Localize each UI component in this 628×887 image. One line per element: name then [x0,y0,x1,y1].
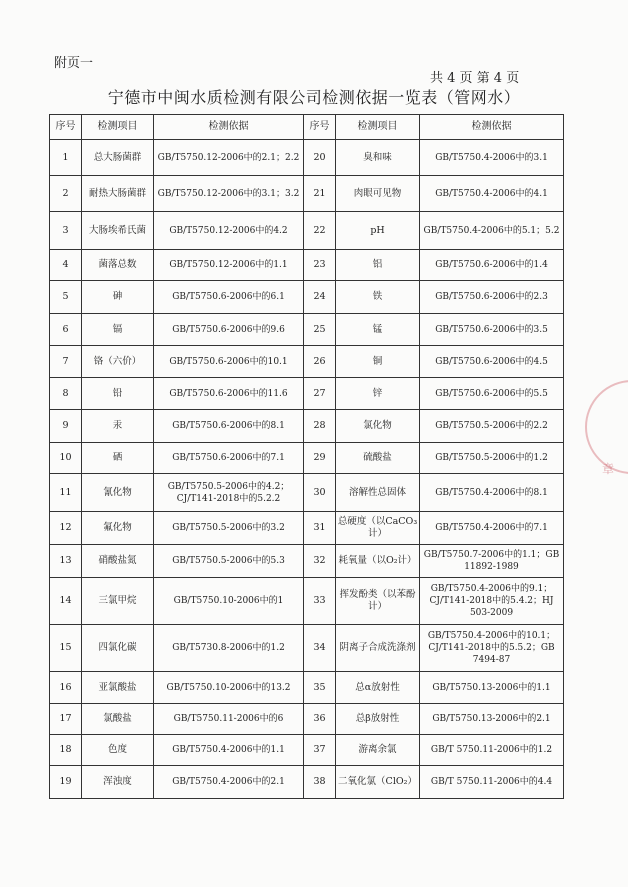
cell-basis: GB/T5750.5-2006中的1.2 [420,443,564,474]
cell-basis: GB/T5750.5-2006中的4.2；CJ/T141-2018中的5.2.2 [154,474,304,512]
cell-item: 氯化物 [336,410,420,443]
basis-table [49,114,564,799]
cell-basis: GB/T5750.6-2006中的9.6 [154,314,304,346]
cell-no: 20 [304,140,336,176]
cell-basis: GB/T5750.4-2006中的3.1 [420,140,564,176]
cell-basis: GB/T5750.6-2006中的5.5 [420,378,564,410]
table-row [50,410,564,443]
cell-basis: GB/T5730.8-2006中的1.2 [154,625,304,672]
cell-no: 21 [304,176,336,212]
table-body [50,140,564,799]
cell-no: 11 [50,474,82,512]
cell-basis: GB/T5750.6-2006中的6.1 [154,281,304,314]
table-row [50,212,564,250]
cell-no: 2 [50,176,82,212]
cell-item: 硒 [82,443,154,474]
table-row [50,443,564,474]
cell-basis: GB/T5750.6-2006中的11.6 [154,378,304,410]
cell-basis: GB/T5750.5-2006中的5.3 [154,545,304,578]
document-title: 宁德市中闽水质检测有限公司检测依据一览表（管网水） [107,88,521,107]
cell-no: 26 [304,346,336,378]
table-row [50,735,564,766]
cell-item: 肉眼可见物 [336,176,420,212]
cell-item: 铬（六价） [82,346,154,378]
cell-no: 9 [50,410,82,443]
cell-basis: GB/T5750.12-2006中的4.2 [154,212,304,250]
cell-item: 总硬度（以CaCO₃计） [336,512,420,545]
cell-basis: GB/T5750.6-2006中的4.5 [420,346,564,378]
cell-no: 18 [50,735,82,766]
table-row [50,766,564,799]
cell-no: 4 [50,250,82,281]
cell-item: 铜 [336,346,420,378]
cell-basis: GB/T5750.12-2006中的1.1 [154,250,304,281]
cell-item: 色度 [82,735,154,766]
cell-basis: GB/T5750.4-2006中的7.1 [420,512,564,545]
cell-item: 耗氧量（以O₂计） [336,545,420,578]
cell-no: 1 [50,140,82,176]
cell-no: 16 [50,672,82,704]
seal-character: 章 [602,462,615,476]
cell-basis: GB/T5750.6-2006中的3.5 [420,314,564,346]
table-row [50,672,564,704]
cell-basis: GB/T5750.4-2006中的10.1；CJ/T141-2018中的5.5.2；GB 7494-87 [420,625,564,672]
cell-item: 亚氯酸盐 [82,672,154,704]
cell-item: 总大肠菌群 [82,140,154,176]
cell-no: 28 [304,410,336,443]
appendix-label: 附页一 [54,56,94,71]
cell-basis: GB/T5750.13-2006中的2.1 [420,704,564,735]
cell-item: 浑浊度 [82,766,154,799]
table-row [50,250,564,281]
table-row [50,625,564,672]
cell-basis: GB/T5750.6-2006中的7.1 [154,443,304,474]
cell-no: 12 [50,512,82,545]
page-number: 共 4 页 第 4 页 [430,71,520,86]
cell-no: 32 [304,545,336,578]
cell-no: 33 [304,578,336,625]
cell-basis: GB/T5750.5-2006中的3.2 [154,512,304,545]
cell-item: 氯酸盐 [82,704,154,735]
table-row [50,346,564,378]
cell-item: 汞 [82,410,154,443]
header-item-2: 检测项目 [336,115,420,140]
cell-item: 阴离子合成洗涤剂 [336,625,420,672]
table-row [50,281,564,314]
cell-basis: GB/T5750.5-2006中的2.2 [420,410,564,443]
cell-basis: GB/T 5750.11-2006中的1.2 [420,735,564,766]
cell-basis: GB/T5750.4-2006中的4.1 [420,176,564,212]
cell-no: 3 [50,212,82,250]
header-item-1: 检测项目 [82,115,154,140]
cell-no: 27 [304,378,336,410]
cell-basis: GB/T5750.4-2006中的1.1 [154,735,304,766]
header-basis-2: 检测依据 [420,115,564,140]
cell-basis: GB/T5750.4-2006中的8.1 [420,474,564,512]
table-row [50,512,564,545]
cell-item: 四氯化碳 [82,625,154,672]
cell-item: 二氧化氯（ClO₂） [336,766,420,799]
cell-basis: GB/T5750.6-2006中的10.1 [154,346,304,378]
table-row [50,314,564,346]
cell-item: 总β放射性 [336,704,420,735]
header-no-1: 序号 [50,115,82,140]
cell-no: 29 [304,443,336,474]
cell-basis: GB/T5750.4-2006中的5.1；5.2 [420,212,564,250]
cell-item: 臭和味 [336,140,420,176]
cell-basis: GB/T5750.4-2006中的9.1；CJ/T141-2018中的5.4.2；HJ 503-2009 [420,578,564,625]
cell-no: 37 [304,735,336,766]
cell-no: 30 [304,474,336,512]
cell-item: 耐热大肠菌群 [82,176,154,212]
table-row [50,545,564,578]
cell-no: 35 [304,672,336,704]
cell-item: pH [336,212,420,250]
header-no-2: 序号 [304,115,336,140]
cell-no: 14 [50,578,82,625]
table-header-row [50,115,564,140]
cell-no: 25 [304,314,336,346]
cell-basis: GB/T5750.6-2006中的2.3 [420,281,564,314]
cell-item: 氟化物 [82,512,154,545]
cell-item: 菌落总数 [82,250,154,281]
cell-no: 13 [50,545,82,578]
table-row [50,140,564,176]
cell-item: 铁 [336,281,420,314]
cell-no: 19 [50,766,82,799]
cell-no: 8 [50,378,82,410]
cell-basis: GB/T5750.4-2006中的2.1 [154,766,304,799]
cell-no: 5 [50,281,82,314]
table-row [50,378,564,410]
cell-item: 挥发酚类（以苯酚计） [336,578,420,625]
cell-no: 23 [304,250,336,281]
cell-item: 锌 [336,378,420,410]
cell-item: 锰 [336,314,420,346]
cell-basis: GB/T 5750.11-2006中的4.4 [420,766,564,799]
cell-no: 22 [304,212,336,250]
table-row [50,578,564,625]
cell-no: 34 [304,625,336,672]
cell-no: 10 [50,443,82,474]
cell-no: 38 [304,766,336,799]
table-row [50,474,564,512]
cell-basis: GB/T5750.6-2006中的8.1 [154,410,304,443]
cell-no: 6 [50,314,82,346]
cell-item: 氰化物 [82,474,154,512]
cell-item: 三氯甲烷 [82,578,154,625]
cell-item: 砷 [82,281,154,314]
cell-no: 31 [304,512,336,545]
cell-item: 铝 [336,250,420,281]
cell-item: 游离余氯 [336,735,420,766]
header-basis-1: 检测依据 [154,115,304,140]
table-row [50,176,564,212]
cell-basis: GB/T5750.6-2006中的1.4 [420,250,564,281]
cell-no: 7 [50,346,82,378]
cell-basis: GB/T5750.7-2006中的1.1；GB 11892-1989 [420,545,564,578]
table-row [50,704,564,735]
cell-no: 24 [304,281,336,314]
cell-no: 36 [304,704,336,735]
cell-no: 15 [50,625,82,672]
cell-basis: GB/T5750.10-2006中的13.2 [154,672,304,704]
cell-basis: GB/T5750.12-2006中的2.1；2.2 [154,140,304,176]
cell-item: 溶解性总固体 [336,474,420,512]
cell-basis: GB/T5750.12-2006中的3.1；3.2 [154,176,304,212]
cell-item: 镉 [82,314,154,346]
cell-basis: GB/T5750.13-2006中的1.1 [420,672,564,704]
cell-item: 硫酸盐 [336,443,420,474]
cell-basis: GB/T5750.10-2006中的1 [154,578,304,625]
cell-basis: GB/T5750.11-2006中的6 [154,704,304,735]
cell-no: 17 [50,704,82,735]
cell-item: 大肠埃希氏菌 [82,212,154,250]
cell-item: 铅 [82,378,154,410]
cell-item: 总α放射性 [336,672,420,704]
cell-item: 硝酸盐氮 [82,545,154,578]
